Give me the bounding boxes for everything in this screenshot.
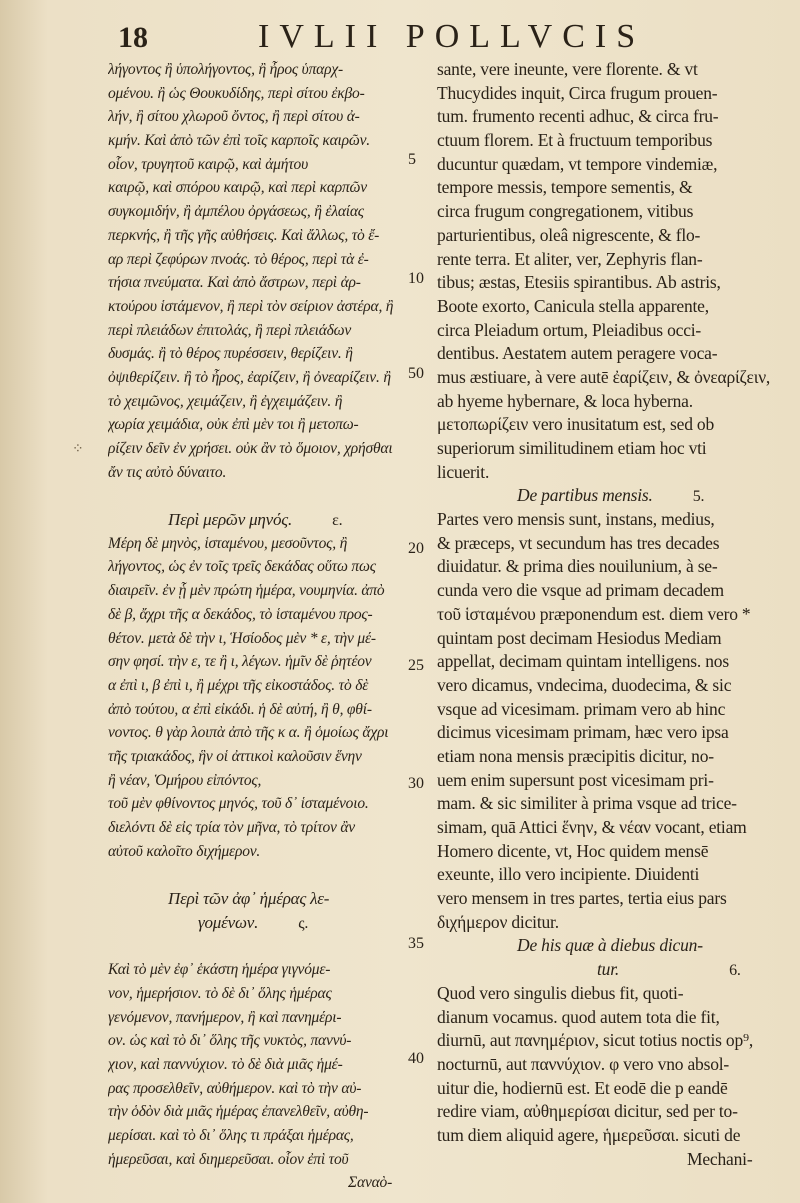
latin-line: Thucydides inquit, Circa frugum prouen- xyxy=(437,82,718,103)
greek-line: συγκομιδήν, ἢ ἀμπέλου ὀργάσεως, ἢ ἐλαίας xyxy=(108,203,364,221)
latin-line: diurnū, aut πανημέριον, sicut totius noctis op⁹, xyxy=(437,1030,754,1051)
latin-line: tum diem aliquid agere, ἡμερεῦσαι. sicuti de xyxy=(437,1124,741,1145)
latin-heading-days: De his quæ à diebus dicun- xyxy=(517,935,703,956)
section-number: 6. xyxy=(729,962,741,980)
greek-heading-cont: γομένων. xyxy=(198,912,259,932)
latin-line: licuerit. xyxy=(437,461,490,482)
latin-line: dianum vocamus. quod autem tota die fit, xyxy=(437,1006,720,1027)
latin-heading-days-cont xyxy=(437,958,797,982)
latin-heading-cont: tur. xyxy=(597,959,620,980)
latin-line: uitur die, hodiernū est. Et eodē die p eandē xyxy=(437,1077,728,1098)
greek-line: καιρῷ, καὶ σπόρου καιρῷ, καὶ περὶ καρπῶν xyxy=(108,179,367,197)
latin-line: parturientibus, oleâ nigrescente, & flo- xyxy=(437,224,701,245)
running-head: IVLII POLLVCIS xyxy=(258,18,646,55)
line-number: 40 xyxy=(408,1050,424,1067)
margin-mark: ⁘ xyxy=(72,442,84,457)
greek-heading-days-cont xyxy=(108,911,423,935)
greek-line: περκνής, ἢ τῆς γῆς αὐθήσεις. Καὶ ἄλλως, τὸ ἔ- xyxy=(108,226,380,244)
greek-heading-days: Περὶ τῶν ἀφ᾽ ἡμέρας λε- xyxy=(168,889,330,909)
latin-line: vero mensem in tres partes, tertia eius pars xyxy=(437,888,727,909)
latin-line: redire viam, αὐθημερίσαι dicitur, sed per to- xyxy=(437,1101,738,1122)
greek-line: ἀπὸ τούτου, α ἐπὶ εἰκάδι. ἡ δὲ αὐτή, ἢ θ, φθί- xyxy=(108,700,372,718)
section-number: ε. xyxy=(332,512,343,530)
latin-line: ab hyeme hybernare, & loca hyberna. xyxy=(437,390,693,411)
latin-line: Homero dicente, vt, Hoc quidem mensē xyxy=(437,840,709,861)
greek-column xyxy=(108,58,423,1195)
greek-line: ρίζειν δεῖν ἐν χρήσει. οὐκ ἂν τὸ ὅμοιον, χρήσθαι xyxy=(108,440,393,457)
greek-line: ἢ νέαν, Ὁμήρου εἰπόντος, xyxy=(108,771,262,789)
greek-line: ἡμερεῦσαι, καὶ διημερεῦσαι. οἷον ἐπὶ τοῦ xyxy=(108,1150,349,1168)
spacer xyxy=(108,934,423,958)
greek-heading-months xyxy=(108,508,423,532)
line-number: 30 xyxy=(408,775,424,792)
latin-line: & præceps, vt secundum has tres decades xyxy=(437,532,720,553)
line-number: 5 xyxy=(408,151,416,168)
latin-line: Boote exorto, Canicula stella apparente, xyxy=(437,295,709,316)
latin-line: dentibus. Aestatem autem peragere voca- xyxy=(437,343,718,364)
latin-line: tum. frumento recenti adhuc, & circa fru- xyxy=(437,106,719,127)
section-number: ς. xyxy=(298,914,309,932)
greek-line: διαιρεῖν. ἐν ᾗ μὲν πρώτη ἡμέρα, νουμηνία. ἀπὸ xyxy=(108,582,385,600)
latin-line: exeunte, illo vero incipiente. Diuidenti xyxy=(437,864,700,885)
latin-line: simam, quā Attici ἕνην, & νέαν vocant, etiam xyxy=(437,817,747,837)
greek-line: οἷον, τρυγητοῦ καιρῷ, καὶ ἀμήτου xyxy=(108,155,309,173)
greek-line: α ἐπὶ ι, β ἐπὶ ι, ἢ μέχρι τῆς εἰκοστάδος. τὸ δὲ xyxy=(108,676,369,694)
greek-line: ρας προσελθεῖν, αὐθήμερον. καὶ τὸ τὴν αὐ- xyxy=(108,1079,362,1097)
greek-line: γενόμενον, πανήμερον, ἢ καὶ πανημέρι- xyxy=(108,1008,342,1026)
greek-line: Καὶ τὸ μὲν ἐφ᾽ ἑκάστη ἡμέρα γιγνόμε- xyxy=(108,961,331,979)
latin-line: cunda vero die vsque ad primam decadem xyxy=(437,580,724,601)
section-number: 5. xyxy=(692,488,705,506)
greek-line: ἄν τις αὐτὸ δύναιτο. xyxy=(108,463,227,481)
greek-line: κμήν. Καὶ ἀπὸ τῶν ἐπὶ τοῖς καρποῖς καιρῶν. xyxy=(108,132,370,150)
greek-line: κτούρου ἱστάμενον, ἢ περὶ τὸν σείριον ἀστέρα, ἢ xyxy=(108,297,394,315)
line-number: 10 xyxy=(408,270,424,287)
greek-line: λήν, ἢ σίτου χλωροῦ ὄντος, ἢ περὶ σίτου ἀ- xyxy=(108,108,360,126)
latin-line: vero dicamus, vndecima, duodecima, & sic xyxy=(437,674,732,695)
latin-line: quintam post decimam Hesiodus Mediam xyxy=(437,627,722,648)
latin-line: circa frugum congregationem, vitibus xyxy=(437,201,694,222)
greek-line: αὐτοῦ καλοῖτο διχήμερον. xyxy=(108,842,261,860)
greek-line: ον. ὡς καὶ τὸ δι᾽ ὅλης τῆς νυκτὸς, παννύ- xyxy=(108,1032,352,1050)
latin-line: rente terra. Et aliter, ver, Zephyris flan- xyxy=(437,248,703,269)
latin-line: ctuum florem. Et à fructuum temporibus xyxy=(437,130,713,151)
greek-line: ομένου. ἢ ὡς Θουκυδίδης, περὶ σίτου ἐκβο- xyxy=(108,84,365,102)
greek-line: αρ περὶ ζεφύρων πνοάς. τὸ θέρος, περὶ τὰ ἐ- xyxy=(108,250,369,268)
latin-line: mus æstiuare, à vere autē ἐαρίζειν, & ὀνεαρίζειν, xyxy=(437,366,771,387)
greek-line: τήσια πνεύματα. Καὶ ἀπὸ ἄστρων, περὶ ἀρ- xyxy=(108,274,361,292)
page-number: 18 xyxy=(118,21,148,54)
greek-line: μερίσαι. καὶ τὸ δι᾽ ὅλης τι πράξαι ἡμέρας, xyxy=(108,1126,354,1144)
page-header xyxy=(118,18,650,58)
greek-heading-title: Περὶ μερῶν μηνός. xyxy=(168,510,293,530)
line-number: 35 xyxy=(408,935,424,952)
greek-line: λήγοντος ἢ ὑπολήγοντος, ἢ ἦρος ὑπαρχ- xyxy=(108,61,343,78)
latin-line: superiorum similitudinem etiam hoc vti xyxy=(437,438,707,458)
spacer xyxy=(108,863,423,887)
latin-line: Quod vero singulis diebus fit, quoti- xyxy=(437,982,684,1003)
greek-catchword: Σαναὸ- xyxy=(348,1174,393,1192)
latin-line: διχήμερον dicitur. xyxy=(437,911,559,932)
greek-line: σην φησί. τὴν ε, τε ἢ ι, λέγων. ἡμῖν δὲ ῥητέον xyxy=(108,653,372,671)
latin-line: etiam nona mensis præcipitis dicitur, no- xyxy=(437,745,714,766)
greek-line: θέτον. μετὰ δὲ τὴν ι, Ἡσίοδος μὲν * ε, τὴν μέ- xyxy=(108,629,376,647)
latin-line: dicimus vicesimam primam, hæc vero ipsa xyxy=(437,722,729,743)
greek-line: χιον, καὶ παννύχιον. τὸ δὲ διὰ μιᾶς ἡμέ- xyxy=(108,1055,343,1073)
latin-line: circa Pleiadum ortum, Pleiadibus occi- xyxy=(437,319,702,340)
greek-line: τοῦ μὲν φθίνοντος μηνός, τοῦ δ᾽ ἱσταμένοιο. xyxy=(108,795,369,813)
line-number: 25 xyxy=(408,657,424,674)
greek-line: χωρία χειμάδια, οὐκ ἐπὶ μὲν τοι ἢ μετοπω- xyxy=(108,416,359,434)
latin-line: diuidatur. & prima dies nouilunium, à se- xyxy=(437,556,718,577)
greek-line: δὲ β, ἄχρι τῆς α δεκάδος, τὸ ἱσταμένου προς- xyxy=(108,605,373,623)
latin-line: tempore messis, tempore sementis, & xyxy=(437,177,693,198)
latin-line: appellat, decimam quintam intelligens. nos xyxy=(437,651,729,672)
greek-line: ὀψιθερίζειν. ἢ τὸ ἦρος, ἐαρίζειν, ἢ ὀνεαρίζειν. ἢ xyxy=(108,368,391,386)
latin-line: uem enim supersunt post vicesimam pri- xyxy=(437,769,714,790)
latin-line: Partes vero mensis sunt, instans, medius, xyxy=(437,509,715,530)
latin-line: sante, vere ineunte, vere florente. & vt xyxy=(437,59,698,79)
latin-catchword: Mechani- xyxy=(687,1148,753,1169)
latin-line: vsque ad vicesimam. primam vero ab hinc xyxy=(437,698,726,719)
greek-line: δυσμάς. ἢ τὸ θέρος πυρέσσειν, θερίζειν. ἢ xyxy=(108,345,353,363)
greek-line: τὸ χειμῶνος, χειμάζειν, ἢ ἐγχειμάζειν. ἢ xyxy=(108,392,343,410)
greek-line: Μέρη δὲ μηνὸς, ἱσταμένου, μεσοῦντος, ἢ xyxy=(108,534,348,552)
latin-line: ducuntur quædam, vt tempore vindemiæ, xyxy=(437,153,718,174)
latin-line: nocturnū, aut παννύχιον. φ vero vno absol- xyxy=(437,1053,730,1074)
line-number: 50 xyxy=(408,365,424,382)
latin-line: tibus; æstas, Etesiis spirantibus. Ab astris, xyxy=(437,272,721,293)
greek-line: διελόντι δὲ εἰς τρία τὸν μῆνα, τὸ τρίτον ἂν xyxy=(108,819,355,836)
greek-line: τῆς τριακάδος, ἣν οἱ ἀττικοὶ καλοῦσιν ἕνην xyxy=(108,747,362,765)
greek-line: νον, ἡμερήσιον. τὸ δὲ δι᾽ ὅλης ἡμέρας xyxy=(108,984,332,1002)
line-number: 20 xyxy=(408,540,424,557)
latin-column xyxy=(437,58,797,1171)
latin-heading-title: De partibus mensis. xyxy=(517,485,653,506)
spacer xyxy=(108,484,423,508)
greek-line: νοντος. θ γὰρ λοιπὰ ἀπὸ τῆς κ α. ἢ ὁμοίως ἄχρι xyxy=(108,724,389,742)
latin-line: mam. & sic similiter à prima vsque ad trice- xyxy=(437,793,737,814)
latin-heading-months xyxy=(437,484,797,508)
greek-line: λήγοντος, ὡς ἐν τοῖς τρεῖς δεκάδας οὕτω πως xyxy=(108,558,376,576)
latin-line: μετοπωρίζειν vero inusitatum est, sed ob xyxy=(437,414,715,435)
latin-line: τοῦ ἱσταμένου præponendum est. diem vero * xyxy=(437,603,751,624)
greek-line: περὶ πλειάδων ἐπιτολάς, ἢ περὶ πλειάδων xyxy=(108,321,352,339)
greek-line: τὴν ὁδὸν διὰ μιᾶς ἡμέρας ἐπανελθεῖν, αὐθη- xyxy=(108,1103,369,1121)
